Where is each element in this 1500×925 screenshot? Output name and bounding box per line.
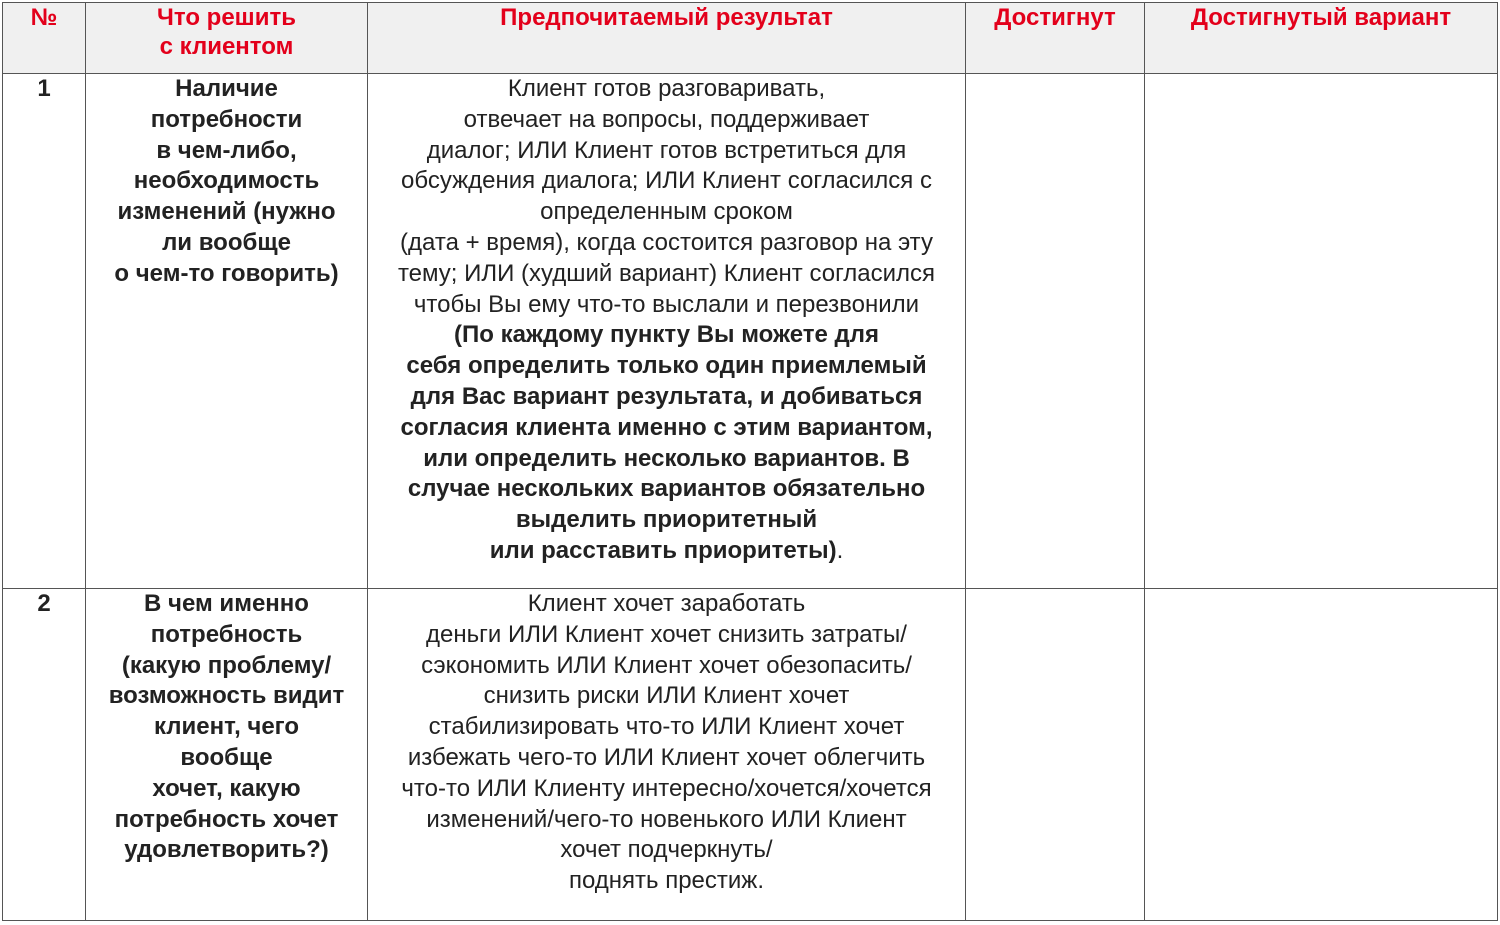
row-number: 2: [3, 589, 86, 921]
preferred-line: изменений/чего-то новенького ИЛИ Клиент: [426, 805, 907, 833]
preferred-line: хочет подчеркнуть/: [560, 836, 773, 864]
what-line: потребности: [150, 105, 303, 133]
what-line: вообще: [180, 743, 273, 771]
client-decision-table: [2, 2, 1498, 921]
what-line: клиент, чего: [153, 713, 300, 741]
preferred-note-line: себя определить только один приемлемый: [406, 352, 927, 380]
preferred-line: диалог; ИЛИ Клиент готов встретиться для: [426, 136, 907, 164]
what-line: удовлетворить?): [124, 836, 329, 864]
preferred-note-text: или расставить приоритеты): [489, 536, 837, 564]
header-preferred-result: Предпочитаемый результат: [368, 3, 966, 74]
preferred-line: что-то ИЛИ Клиенту интересно/хочется/хочется: [401, 774, 932, 802]
header-number: №: [3, 3, 86, 74]
preferred-line: чтобы Вы ему что-то выслали и перезвонили: [413, 290, 920, 318]
header-what-line: с клиентом: [159, 33, 294, 60]
preferred-line: избежать чего-то ИЛИ Клиент хочет облегчить: [407, 743, 926, 771]
what-line: необходимость: [133, 167, 320, 195]
header-what-line: Что решить: [157, 4, 296, 31]
what-line: потребность: [150, 620, 303, 648]
table-row: [3, 74, 1498, 589]
achieved-variant-cell[interactable]: [1145, 74, 1498, 589]
header-what-to-decide: [86, 3, 368, 74]
preferred-line: тему; ИЛИ (худший вариант) Клиент согласился: [397, 259, 936, 287]
preferred-line: стабилизировать что-то ИЛИ Клиент хочет: [428, 713, 905, 741]
preferred-line: Клиент готов разговаривать,: [507, 75, 826, 102]
preferred-line: деньги ИЛИ Клиент хочет снизить затраты/: [426, 620, 907, 648]
preferred-note-line: для Вас вариант результата, и добиваться: [410, 382, 923, 410]
what-line: возможность видит: [108, 682, 345, 710]
preferred-line: обсуждения диалога; ИЛИ Клиент согласился с: [401, 167, 932, 195]
what-to-decide-cell: [86, 74, 368, 589]
preferred-note-period: .: [836, 536, 844, 564]
preferred-note-last-line: [368, 536, 965, 567]
header-achieved: Достигнут: [966, 3, 1145, 74]
what-line: ли вообще: [162, 228, 291, 256]
header-row: [3, 3, 1498, 74]
achieved-variant-cell[interactable]: [1145, 589, 1498, 921]
preferred-note-line: согласия клиента именно с этим вариантом,: [400, 413, 933, 441]
preferred-line: отвечает на вопросы, поддерживает: [463, 105, 870, 133]
what-to-decide-cell: [86, 589, 368, 921]
preferred-line: сэкономить ИЛИ Клиент хочет обезопасить/: [421, 651, 912, 679]
preferred-line: Клиент хочет заработать: [527, 590, 806, 617]
preferred-result-cell: [368, 589, 966, 921]
what-line: о чем-то говорить): [114, 259, 339, 287]
what-line: в чем-либо,: [156, 136, 297, 164]
preferred-line: определенным сроком: [540, 198, 793, 226]
preferred-line: (дата + время), когда состоится разговор на эту: [400, 228, 933, 256]
preferred-result-cell: [368, 74, 966, 589]
row-number: 1: [3, 74, 86, 589]
preferred-note-line: или определить несколько вариантов. В: [423, 444, 910, 472]
preferred-note-line: случае нескольких вариантов обязательно: [407, 475, 926, 503]
preferred-line: поднять престиж.: [568, 867, 765, 895]
achieved-cell[interactable]: [966, 589, 1145, 921]
what-line: изменений (нужно: [117, 198, 336, 226]
what-line: Наличие: [175, 75, 278, 102]
achieved-cell[interactable]: [966, 74, 1145, 589]
preferred-note-line: (По каждому пункту Вы можете для: [454, 321, 879, 349]
what-line: (какую проблему/: [121, 651, 332, 679]
preferred-note-line: выделить приоритетный: [515, 506, 818, 534]
table-row: [3, 589, 1498, 921]
what-line: хочет, какую: [152, 774, 301, 802]
what-line: потребность хочет: [114, 805, 339, 833]
header-achieved-variant: Достигнутый вариант: [1145, 3, 1498, 74]
preferred-line: снизить риски ИЛИ Клиент хочет: [483, 682, 850, 710]
what-line: В чем именно: [144, 590, 309, 617]
